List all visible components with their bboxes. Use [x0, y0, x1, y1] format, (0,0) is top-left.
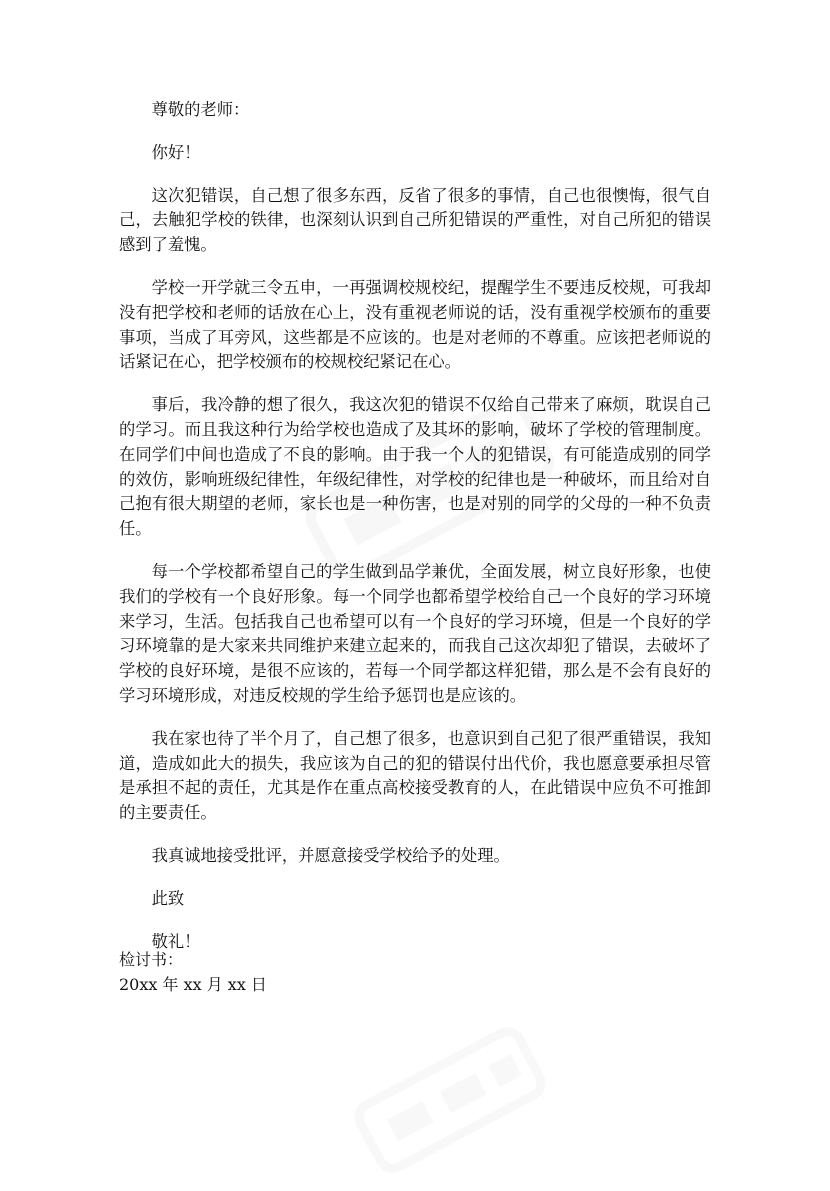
- paragraph-consequences: 事后，我冷静的想了很久，我这次犯的错误不仅给自己带来了麻烦，耽误自己的学习。而且我这种行为给学校也造成了及其坏的影响，破坏了学校的管理制度。在同学们中间也造成了不良的影响。由于我一个人的犯错误，有可能造成别的同学的效仿，影响班级纪律性，年级纪律性，对学校的纪律也是一种破坏，而且给对自己抱有很大期望的老师，家长也是一种伤害，也是对别的同学的父母的一种不负责任。: [119, 395, 711, 539]
- paragraph-responsibility: 我在家也待了半个月了，自己想了很多，也意识到自己犯了很严重错误，我知道，造成如此大的损失，我应该为自己的犯的错误付出代价，我也愿意要承担尽管是承担不起的责任，尤其是作在重点高校接受教育的人，在此错误中应负不可推卸的主要责任。: [119, 728, 711, 823]
- date-line: 20xx 年 xx 月 xx 日: [119, 974, 267, 994]
- watermark-logo-bottom: [338, 1009, 562, 1191]
- closing-jingli: 敬礼！: [151, 931, 201, 951]
- paragraph-acceptance: 我真诚地接受批评，并愿意接受学校给予的处理。: [151, 845, 510, 865]
- greeting: 你好！: [151, 142, 201, 162]
- paragraph-school-image: 每一个学校都希望自己的学生做到品学兼优，全面发展，树立良好形象，也使我们的学校有一个良好形象。每一个同学也都希望学校给自己一个良好的学习环境来学习，生活。包括我自己也希望可以有一个良好的学习环境，但是一个良好的学习环境靠的是大家来共同维护来建立起来的，而我自己这次却犯了错误，去破坏了学校的良好环境，是很不应该的，若每一个同学都这样犯错，那么是不会有良好的学习环境形成，对违反校规的学生给予惩罚也是应该的。: [119, 561, 711, 705]
- salutation: 尊敬的老师：: [151, 100, 250, 119]
- paragraph-reflection: 这次犯错误，自己想了很多东西，反省了很多的事情，自己也很懊悔，很气自己，去触犯学校的铁律，也深刻认识到自己所犯错误的严重性，对自己所犯的错误感到了羞愧。: [119, 185, 711, 255]
- closing-cizhi: 此致: [151, 888, 185, 908]
- letter-body: [119, 98, 711, 972]
- paragraph-school-rules: 学校一开学就三令五申，一再强调校规校纪，提醒学生不要违反校规，可我却没有把学校和老师的话放在心上，没有重视老师说的话，没有重视学校颁布的重要事项，当成了耳旁风，这些都是不应该的。也是对老师的不尊重。应该把老师说的话紧记在心，把学校颁布的校规校纪紧记在心。: [119, 277, 711, 372]
- signature-block: [119, 948, 267, 997]
- signature-label: 检讨书：: [119, 950, 184, 969]
